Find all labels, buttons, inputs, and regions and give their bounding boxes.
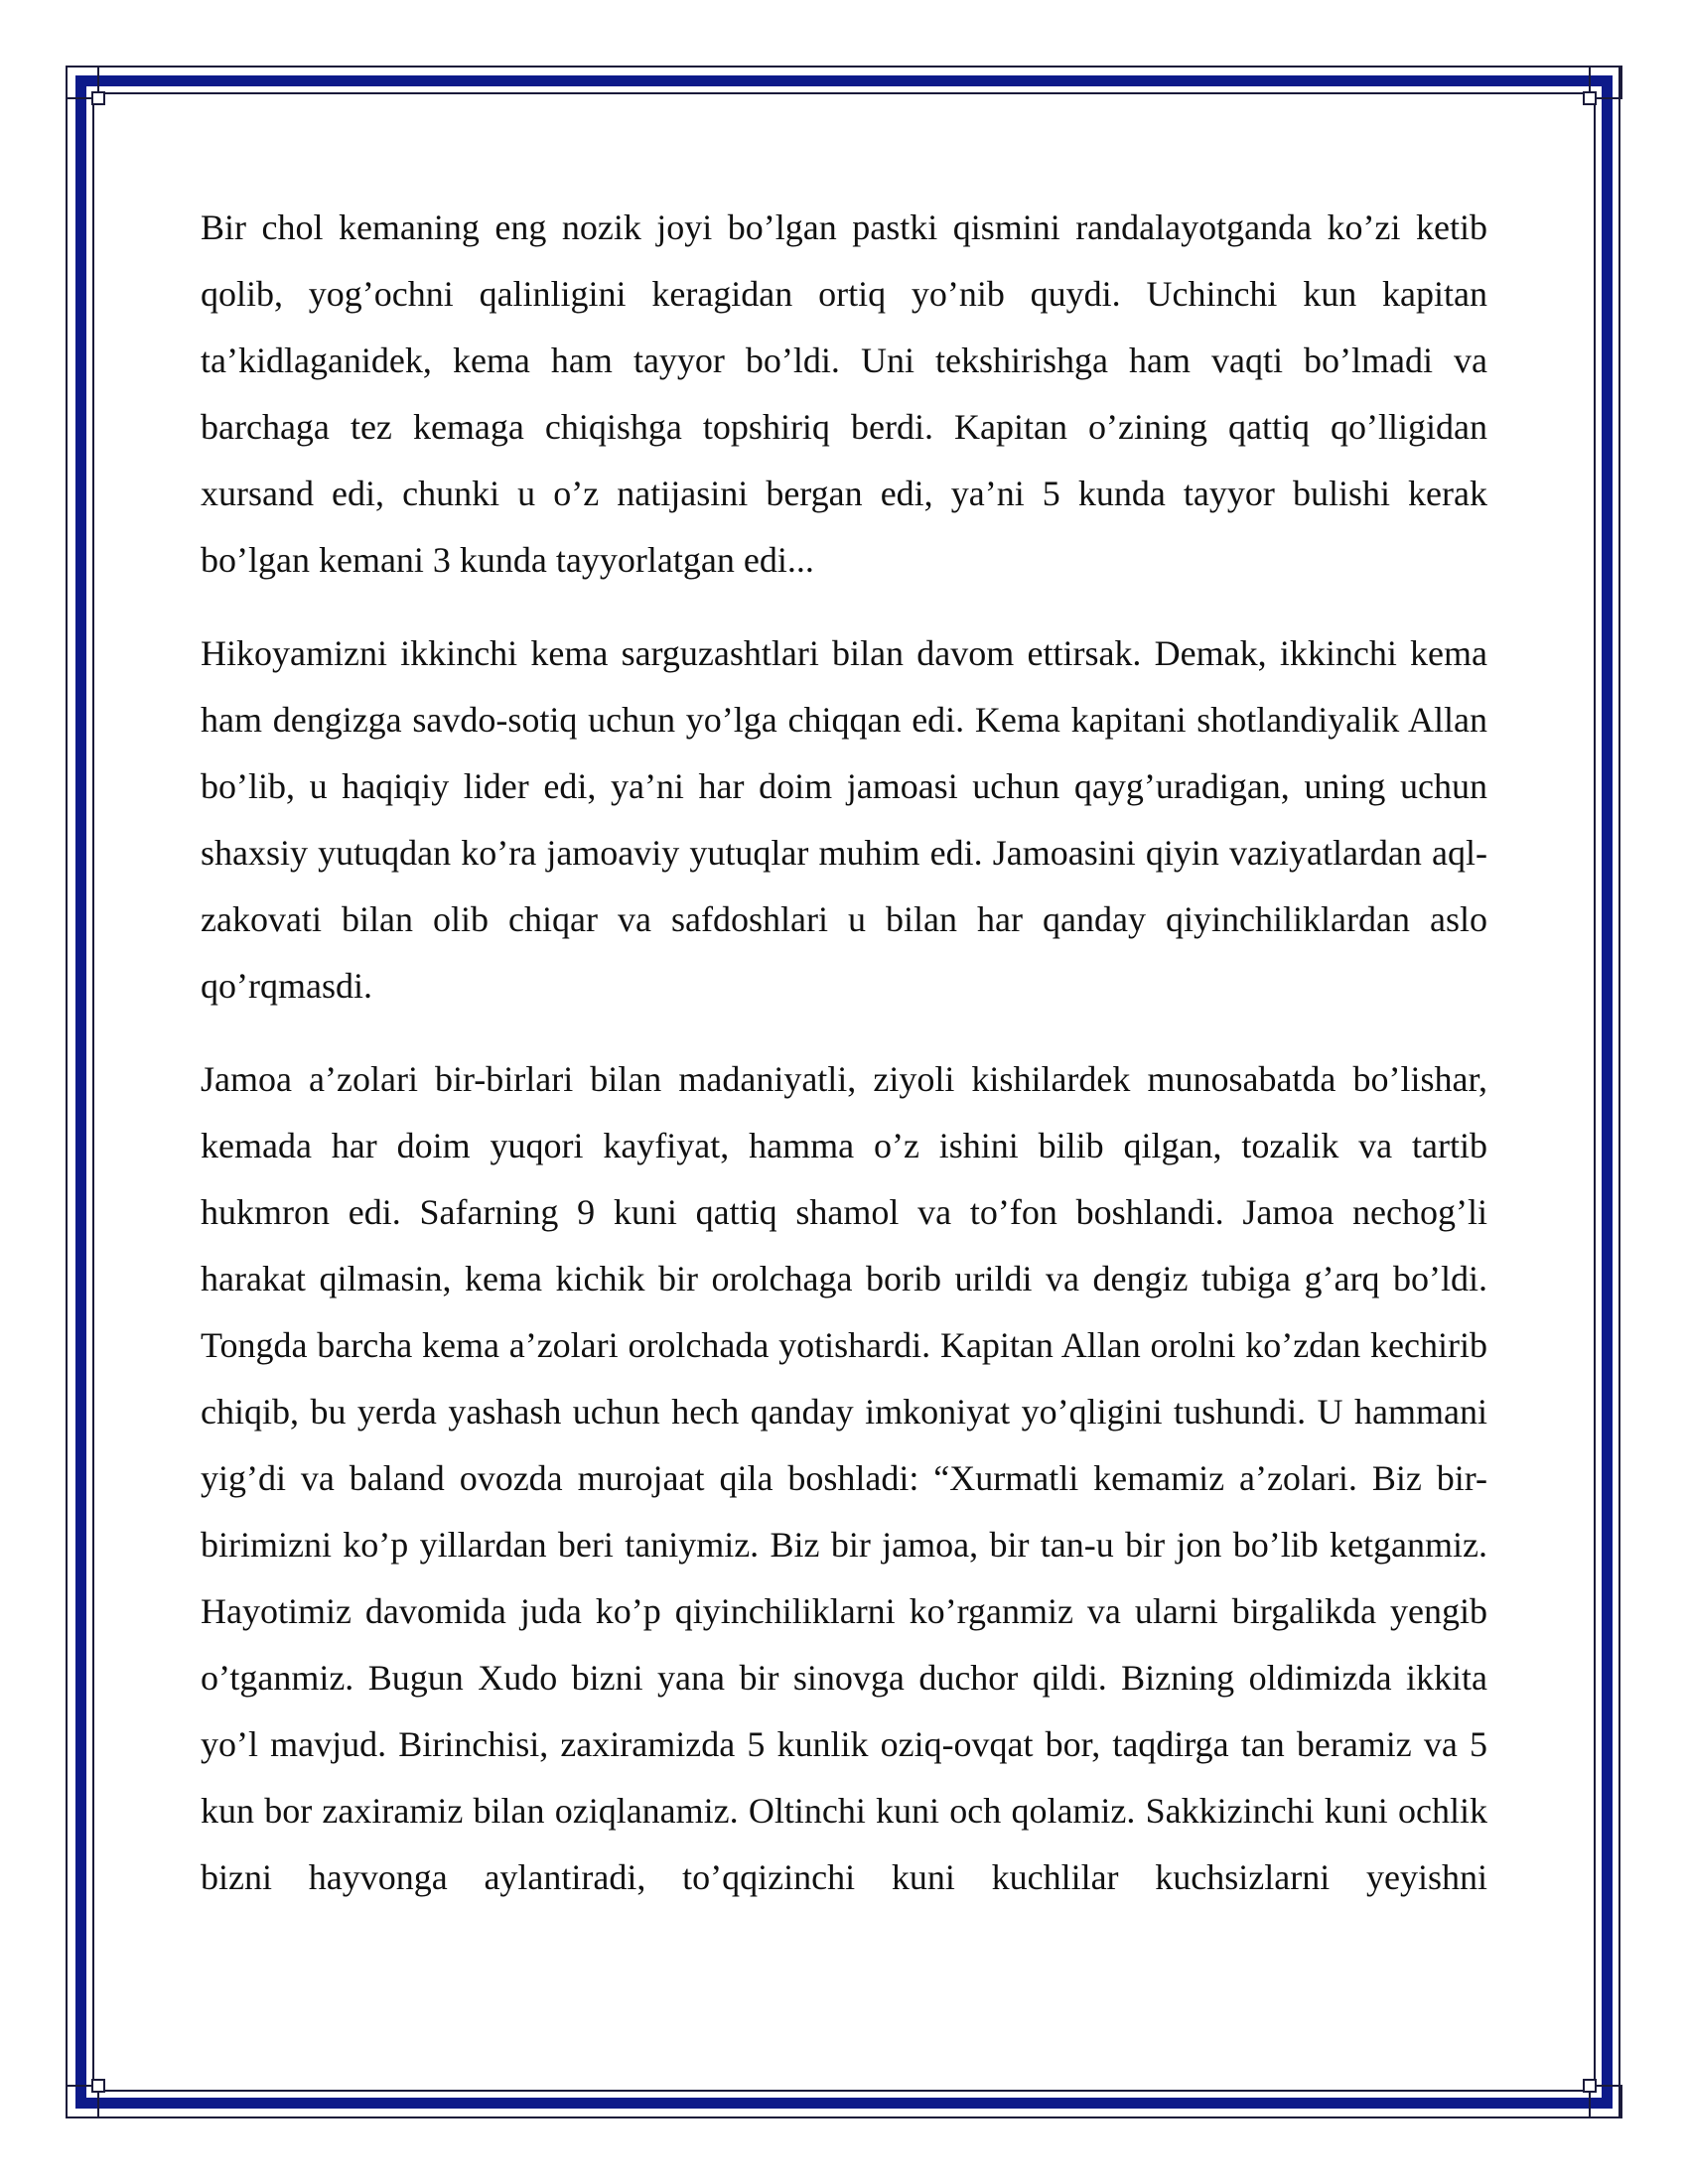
paragraph-2: Hikoyamizni ikkinchi kema sarguzashtlari bilan davom ettirsak. Demak, ikkinchi kema ham dengizga savdo-sotiq uchun yo’lga chiqqan edi. Kema kapitani shotlandiyalik Allan bo’lib, u haqiqiy lider edi, ya’ni har doim jamoasi uchun qayg’uradigan, uning uchun shaxsiy yutuqdan ko’ra jamoaviy yutuqlar muhim edi. Jamoasini qiyin vaziyatlardan aql-zakovati bilan olib chiqar va safdoshlari u bilan har qanday qiyinchiliklardan aslo qo’rqmasdi. bbox=[201, 633, 1487, 1006]
corner-ornament-top-left bbox=[66, 66, 99, 99]
corner-ornament-top-right bbox=[1589, 66, 1622, 99]
corner-ornament-bottom-right bbox=[1589, 2085, 1622, 2118]
paragraph-1: Bir chol kemaning eng nozik joyi bo’lgan pastki qismini randalayotganda ko’zi ketib qolib, yog’ochni qalinligini keragidan ortiq yo’nib quydi. Uchinchi kun kapitan ta’kidlaganidek, kema ham tayyor bo’ldi. Uni tekshirishga ham vaqti bo’lmadi va barchaga tez kemaga chiqishga topshiriq berdi. Kapitan o’zining qattiq qo’lligidan xursand edi, chunki u o’z natijasini bergan edi, ya’ni 5 kunda tayyor bulishi kerak bo’lgan kemani 3 kunda tayyorlatgan edi... bbox=[201, 207, 1487, 580]
document-body bbox=[201, 195, 1487, 1911]
corner-ornament-bottom-left bbox=[66, 2085, 99, 2118]
paragraph-3: Jamoa a’zolari bir-birlari bilan madaniyatli, ziyoli kishilardek munosabatda bo’lishar, kemada har doim yuqori kayfiyat, hamma o’z ishini bilib qilgan, tozalik va tartib hukmron edi. Safarning 9 kuni qattiq shamol va to’fon boshlandi. Jamoa nechog’li harakat qilmasin, kema kichik bir orolchaga borib urildi va dengiz tubiga g’arq bo’ldi. Tongda barcha kema a’zolari orolchada yotishardi. Kapitan Allan orolni ko’zdan kechirib chiqib, bu yerda yashash uchun hech qanday imkoniyat yo’qligini tushundi. U hammani yig’di va baland ovozda murojaat qila boshladi: “Xurmatli kemamiz a’zolari. Biz bir-birimizni ko’p yillardan beri taniymiz. Biz bir jamoa, bir tan-u bir jon bo’lib ketganmiz. Hayotimiz davomida juda ko’p qiyinchiliklarni ko’rganmiz va ularni birgalikda yengib o’tganmiz. Bugun Xudo bizni yana bir sinovga duchor qildi. Bizning oldimizda ikkita yo’l mavjud. Birinchisi, zaxiramizda 5 kunlik oziq-ovqat bor, taqdirga tan beramiz va 5 kun bor zaxiramiz bilan oziqlanamiz. Oltinchi kuni och qolamiz. Sakkizinchi kuni ochlik bizni hayvonga aylantiradi, to’qqizinchi kuni kuchlilar kuchsizlarni yeyishni bbox=[201, 1059, 1487, 1897]
